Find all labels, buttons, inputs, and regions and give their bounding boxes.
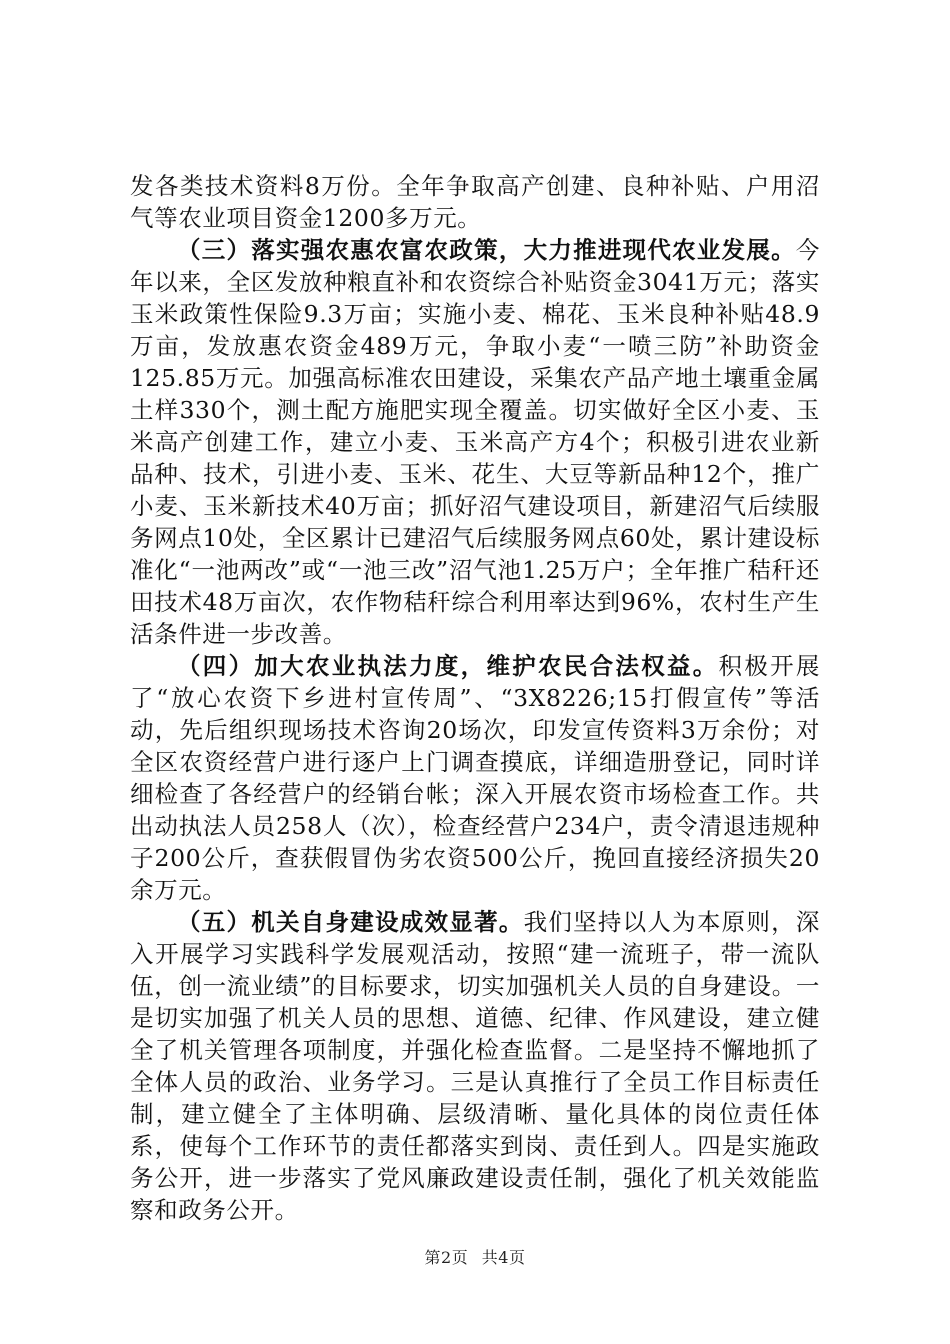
page-footer	[0, 1245, 950, 1268]
paragraph-section-4	[130, 650, 820, 906]
paragraph-text: 积极开展了“放心农资下乡进村宣传周”、“3X8226;15打假宣传”等活动，先后组织现场技术咨询20场次，印发宣传资料3万余份；对全区农资经营户进行逐户上门调查摸底，详细造册登记，同时详细检查了各经营户的经销台帐；深入开展农资市场检查工作。共出动执法人员258人（次），检查经营户234户，责令清退违规种子200公斤，查获假冒伪劣农资500公斤，挽回直接经济损失20余万元。	[130, 652, 820, 904]
paragraph-text: 今年以来，全区发放种粮直补和农资综合补贴资金3041万元；落实玉米政策性保险9.3万亩；实施小麦、棉花、玉米良种补贴48.9万亩，发放惠农资金489万元，争取小麦“一喷三防”补助资金125.85万元。加强高标准农田建设，采集农产品产地土壤重金属土样330个，测土配方施肥实现全覆盖。切实做好全区小麦、玉米高产创建工作，建立小麦、玉米高产方4个；积极引进农业新品种、技术，引进小麦、玉米、花生、大豆等新品种12个，推广小麦、玉米新技术40万亩；抓好沼气建设项目，新建沼气后续服务网点10处，全区累计已建沼气后续服务网点60处，累计建设标准化“一池两改”或“一池三改”沼气池1.25万户；全年推广秸秆还田技术48万亩次，农作物秸秆综合利用率达到96%，农村生产生活条件进一步改善。	[130, 236, 820, 648]
paragraph-text: 我们坚持以人为本原则，深入开展学习实践科学发展观活动，按照“建一流班子，带一流队伍，创一流业绩”的目标要求，切实加强机关人员的自身建设。一是切实加强了机关人员的思想、道德、纪律、作风建设，建立健全了机关管理各项制度，并强化检查监督。二是坚持不懈地抓了全体人员的政治、业务学习。三是认真推行了全员工作目标责任制，建立健全了主体明确、层级清晰、量化具体的岗位责任体系，使每个工作环节的责任都落实到岗、责任到人。四是实施政务公开，进一步落实了党风廉政建设责任制，强化了机关效能监察和政务公开。	[130, 908, 821, 1224]
page-total: 共4页	[481, 1248, 526, 1267]
section-heading: （三）落实强农惠农富农政策，大力推进现代农业发展。	[177, 236, 796, 264]
paragraph-section-5	[130, 906, 820, 1226]
section-heading: （四）加大农业执法力度，维护农民合法权益。	[177, 652, 719, 680]
paragraph-text: 发各类技术资料8万份。全年争取高产创建、良种补贴、户用沼气等农业项目资金1200多万元。	[130, 172, 820, 232]
page-number: 第2页	[424, 1248, 469, 1267]
document-body	[130, 170, 820, 1226]
paragraph-continued	[130, 170, 820, 234]
section-heading: （五）机关自身建设成效显著。	[177, 908, 524, 936]
paragraph-section-3	[130, 234, 820, 650]
